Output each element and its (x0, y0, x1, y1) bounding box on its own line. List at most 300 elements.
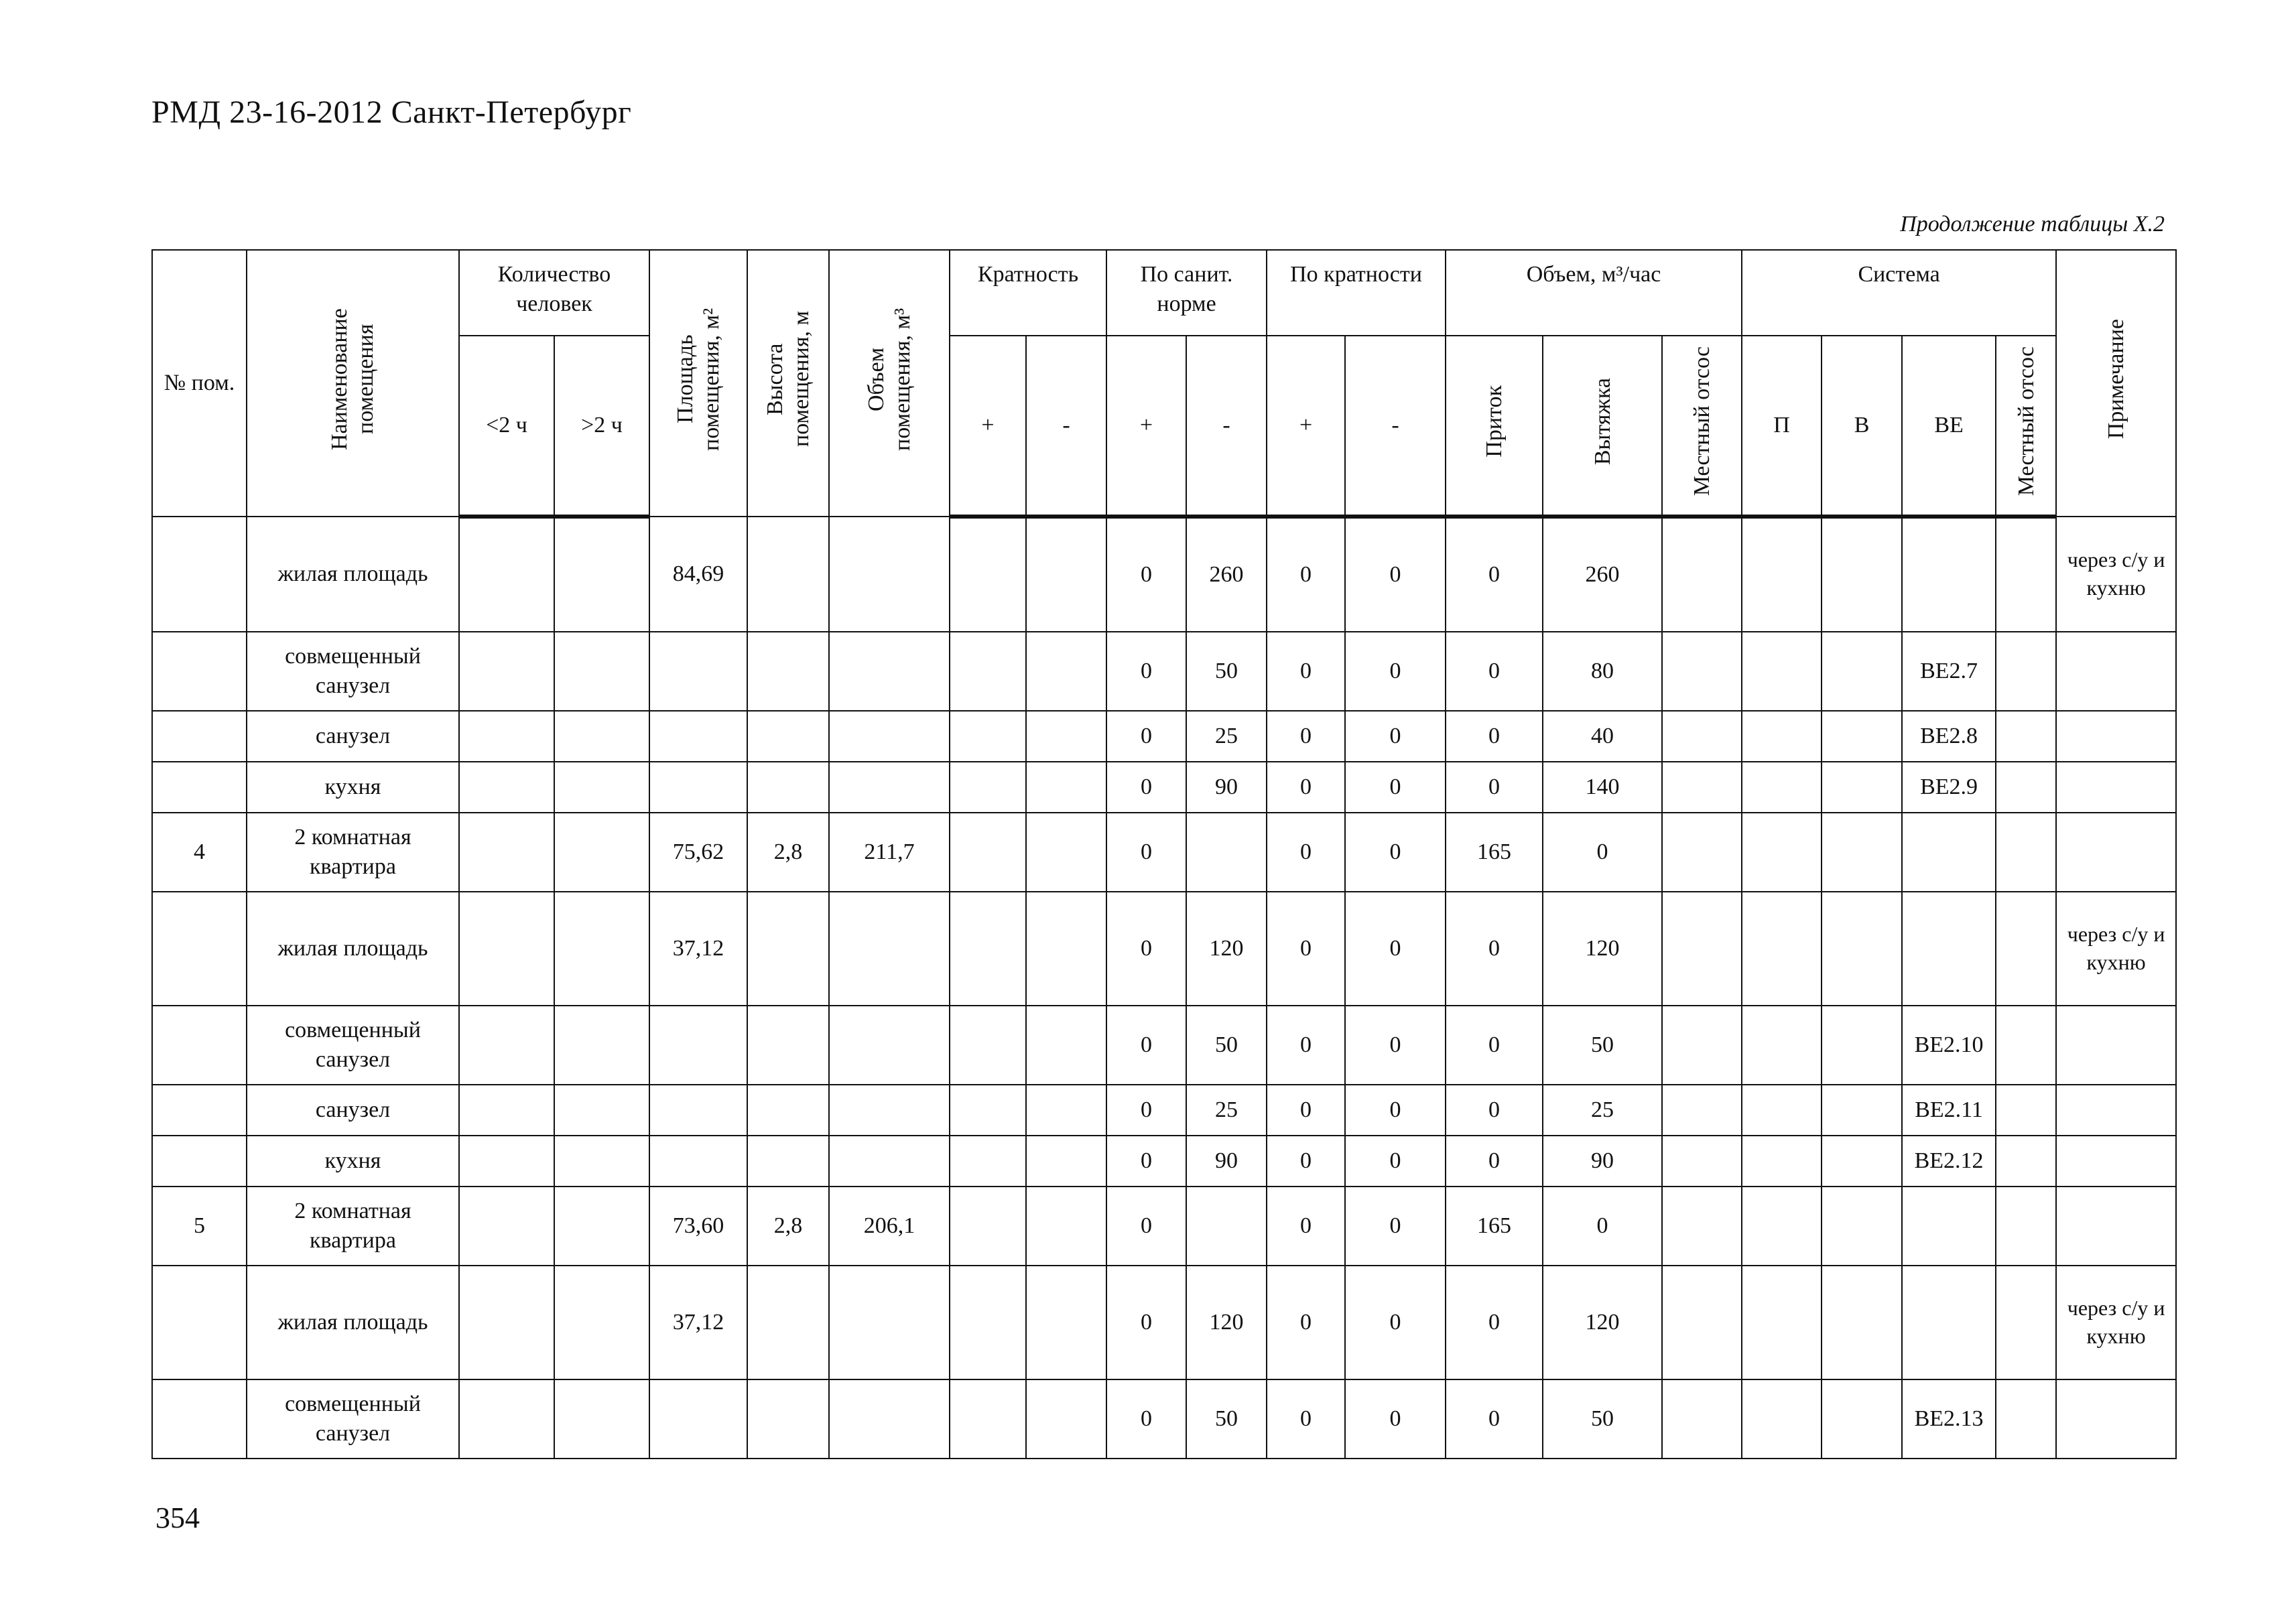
col-header-sys-p: П (1742, 336, 1822, 517)
cell-ratio-minus (1026, 1379, 1106, 1459)
cell-sys-p (1742, 813, 1822, 892)
cell-sys-ve (1902, 813, 1996, 892)
cell-flow-in: 0 (1446, 892, 1543, 1006)
cell-area (649, 711, 747, 762)
col-header-krat-minus: - (1345, 336, 1446, 517)
cell-krat-minus: 0 (1345, 762, 1446, 813)
cell-flow-local (1662, 1085, 1742, 1136)
cell-krat-minus: 0 (1345, 711, 1446, 762)
cell-num (152, 892, 247, 1006)
table-row (152, 1136, 2176, 1187)
cell-room-name: жилая площадь (247, 892, 459, 1006)
cell-people-gt2 (554, 1266, 649, 1379)
cell-ratio-plus (950, 1085, 1026, 1136)
cell-area (649, 1379, 747, 1459)
cell-san-minus: 260 (1186, 517, 1267, 632)
cell-sys-p (1742, 1085, 1822, 1136)
cell-volume (829, 762, 950, 813)
cell-people-gt2 (554, 711, 649, 762)
cell-height (747, 1006, 829, 1085)
cell-ratio-plus (950, 1136, 1026, 1187)
cell-note (2056, 1379, 2176, 1459)
cell-people-lt2 (459, 1006, 554, 1085)
table-row (152, 1085, 2176, 1136)
col-header-volume-label: Объем помещения, м³ (863, 308, 915, 451)
cell-note (2056, 1136, 2176, 1187)
cell-people-gt2 (554, 1136, 649, 1187)
cell-ratio-minus (1026, 892, 1106, 1006)
cell-height (747, 1379, 829, 1459)
cell-flow-in: 165 (1446, 813, 1543, 892)
cell-room-name: совмещенный санузел (247, 1379, 459, 1459)
cell-note (2056, 711, 2176, 762)
cell-people-lt2 (459, 813, 554, 892)
cell-krat-plus: 0 (1267, 711, 1345, 762)
cell-sys-v (1822, 517, 1902, 632)
cell-flow-out: 50 (1543, 1379, 1662, 1459)
cell-people-gt2 (554, 762, 649, 813)
cell-flow-in: 0 (1446, 1136, 1543, 1187)
cell-sys-local (1996, 1187, 2056, 1266)
cell-sys-p (1742, 711, 1822, 762)
cell-room-name: санузел (247, 1085, 459, 1136)
cell-krat-minus: 0 (1345, 892, 1446, 1006)
cell-note: через с/у и кухню (2056, 892, 2176, 1006)
cell-san-plus: 0 (1106, 1187, 1186, 1266)
col-header-height-label: Высота помещения, м (762, 311, 814, 448)
cell-san-plus: 0 (1106, 762, 1186, 813)
cell-num (152, 1085, 247, 1136)
cell-height (747, 632, 829, 711)
table-row (152, 1266, 2176, 1379)
cell-height (747, 517, 829, 632)
cell-flow-out: 50 (1543, 1006, 1662, 1085)
cell-room-name: 2 комнатная квартира (247, 1187, 459, 1266)
cell-krat-plus: 0 (1267, 762, 1345, 813)
cell-sys-ve: ВЕ2.12 (1902, 1136, 1996, 1187)
cell-sys-local (1996, 1006, 2056, 1085)
cell-flow-out: 260 (1543, 517, 1662, 632)
cell-area (649, 1136, 747, 1187)
cell-volume: 206,1 (829, 1187, 950, 1266)
cell-ratio-minus (1026, 1266, 1106, 1379)
cell-people-lt2 (459, 892, 554, 1006)
cell-san-minus: 25 (1186, 1085, 1267, 1136)
cell-flow-out: 0 (1543, 1187, 1662, 1266)
cell-sys-ve: ВЕ2.8 (1902, 711, 1996, 762)
cell-people-lt2 (459, 632, 554, 711)
cell-sys-ve (1902, 1266, 1996, 1379)
cell-krat-minus: 0 (1345, 632, 1446, 711)
col-header-name (247, 250, 459, 517)
cell-san-plus: 0 (1106, 517, 1186, 632)
cell-krat-minus: 0 (1345, 1379, 1446, 1459)
cell-san-minus: 90 (1186, 1136, 1267, 1187)
cell-sys-ve (1902, 1187, 1996, 1266)
cell-krat-plus: 0 (1267, 1379, 1345, 1459)
cell-flow-in: 0 (1446, 1006, 1543, 1085)
col-header-area (649, 250, 747, 517)
cell-sys-local (1996, 517, 2056, 632)
cell-san-minus: 120 (1186, 892, 1267, 1006)
cell-note (2056, 1187, 2176, 1266)
cell-num (152, 711, 247, 762)
cell-people-gt2 (554, 1085, 649, 1136)
cell-sys-v (1822, 632, 1902, 711)
cell-sys-local (1996, 1085, 2056, 1136)
table-row (152, 813, 2176, 892)
col-header-flow-local-label: Местный отсос (1689, 346, 1714, 496)
cell-sys-v (1822, 892, 1902, 1006)
col-header-sys-local-label: Местный отсос (2013, 346, 2039, 496)
cell-num (152, 1006, 247, 1085)
cell-san-minus: 50 (1186, 1379, 1267, 1459)
cell-flow-out: 40 (1543, 711, 1662, 762)
cell-san-minus: 120 (1186, 1266, 1267, 1379)
cell-num: 4 (152, 813, 247, 892)
cell-san-minus: 25 (1186, 711, 1267, 762)
cell-sys-local (1996, 1266, 2056, 1379)
col-header-sys-v: В (1822, 336, 1902, 517)
cell-note (2056, 762, 2176, 813)
cell-san-plus: 0 (1106, 1085, 1186, 1136)
cell-note (2056, 1085, 2176, 1136)
cell-area: 84,69 (649, 517, 747, 632)
cell-sys-p (1742, 892, 1822, 1006)
cell-sys-local (1996, 1379, 2056, 1459)
cell-people-gt2 (554, 892, 649, 1006)
cell-krat-plus: 0 (1267, 517, 1345, 632)
table-body (152, 517, 2176, 1459)
table-continuation-caption: Продолжение таблицы Х.2 (1900, 212, 2165, 236)
cell-area: 75,62 (649, 813, 747, 892)
col-header-ratio-plus: + (950, 336, 1026, 517)
cell-people-lt2 (459, 1085, 554, 1136)
cell-ratio-plus (950, 892, 1026, 1006)
cell-ratio-minus (1026, 1187, 1106, 1266)
col-header-num-label: № пом. (164, 370, 235, 395)
ventilation-table (151, 249, 2177, 1459)
cell-san-plus: 0 (1106, 632, 1186, 711)
cell-san-minus: 90 (1186, 762, 1267, 813)
cell-ratio-minus (1026, 711, 1106, 762)
cell-flow-local (1662, 1266, 1742, 1379)
cell-flow-out: 25 (1543, 1085, 1662, 1136)
cell-sys-local (1996, 1136, 2056, 1187)
cell-flow-in: 0 (1446, 1266, 1543, 1379)
cell-sys-ve: ВЕ2.10 (1902, 1006, 1996, 1085)
cell-krat-minus: 0 (1345, 1187, 1446, 1266)
cell-num (152, 517, 247, 632)
cell-sys-ve (1902, 892, 1996, 1006)
table-row (152, 517, 2176, 632)
cell-krat-minus: 0 (1345, 1266, 1446, 1379)
cell-flow-out: 90 (1543, 1136, 1662, 1187)
col-header-people-lt2: <2 ч (459, 336, 554, 517)
cell-note (2056, 632, 2176, 711)
cell-num (152, 762, 247, 813)
table-row (152, 1379, 2176, 1459)
cell-sys-v (1822, 813, 1902, 892)
cell-sys-ve: ВЕ2.9 (1902, 762, 1996, 813)
cell-san-plus: 0 (1106, 1006, 1186, 1085)
cell-flow-local (1662, 892, 1742, 1006)
cell-flow-out: 140 (1543, 762, 1662, 813)
cell-flow-in: 0 (1446, 1379, 1543, 1459)
cell-krat-plus: 0 (1267, 1266, 1345, 1379)
cell-flow-local (1662, 1187, 1742, 1266)
col-header-flow-local (1662, 336, 1742, 517)
cell-people-gt2 (554, 1006, 649, 1085)
cell-san-plus: 0 (1106, 1266, 1186, 1379)
cell-height (747, 1136, 829, 1187)
col-header-note (2056, 250, 2176, 517)
cell-num (152, 1136, 247, 1187)
cell-sys-v (1822, 762, 1902, 813)
cell-num (152, 632, 247, 711)
cell-room-name: жилая площадь (247, 517, 459, 632)
cell-people-lt2 (459, 762, 554, 813)
cell-sys-p (1742, 762, 1822, 813)
table-row (152, 632, 2176, 711)
cell-room-name: совмещенный санузел (247, 632, 459, 711)
cell-flow-local (1662, 1136, 1742, 1187)
cell-sys-v (1822, 711, 1902, 762)
table-row (152, 711, 2176, 762)
cell-flow-local (1662, 632, 1742, 711)
col-header-flow-out-label: Вытяжка (1590, 377, 1615, 465)
cell-krat-plus: 0 (1267, 1136, 1345, 1187)
cell-flow-in: 0 (1446, 1085, 1543, 1136)
page-number: 354 (155, 1501, 200, 1534)
col-header-sys-local (1996, 336, 2056, 517)
cell-krat-plus: 0 (1267, 813, 1345, 892)
cell-ratio-plus (950, 1266, 1026, 1379)
cell-height: 2,8 (747, 1187, 829, 1266)
cell-ratio-minus (1026, 762, 1106, 813)
cell-krat-minus: 0 (1345, 1136, 1446, 1187)
cell-krat-plus: 0 (1267, 1187, 1345, 1266)
table-row (152, 762, 2176, 813)
header-row-top (152, 250, 2176, 336)
cell-flow-in: 0 (1446, 632, 1543, 711)
col-header-flow: Объем, м³/час (1446, 250, 1742, 336)
cell-ratio-minus (1026, 813, 1106, 892)
cell-sys-v (1822, 1136, 1902, 1187)
col-header-san-plus: + (1106, 336, 1186, 517)
cell-san-minus: 50 (1186, 632, 1267, 711)
cell-flow-in: 0 (1446, 711, 1543, 762)
cell-area (649, 632, 747, 711)
cell-people-lt2 (459, 711, 554, 762)
col-header-san-minus: - (1186, 336, 1267, 517)
col-header-num (152, 250, 247, 517)
col-header-name-label: Наименование помещения (327, 308, 379, 450)
cell-flow-local (1662, 762, 1742, 813)
cell-flow-out: 0 (1543, 813, 1662, 892)
cell-volume (829, 1085, 950, 1136)
table-row (152, 1187, 2176, 1266)
col-header-ratio-minus: - (1026, 336, 1106, 517)
cell-people-lt2 (459, 1266, 554, 1379)
cell-san-minus (1186, 1187, 1267, 1266)
cell-ratio-plus (950, 517, 1026, 632)
cell-room-name: жилая площадь (247, 1266, 459, 1379)
cell-ratio-minus (1026, 1006, 1106, 1085)
cell-sys-v (1822, 1379, 1902, 1459)
cell-area (649, 1006, 747, 1085)
cell-people-lt2 (459, 1187, 554, 1266)
cell-room-name: санузел (247, 711, 459, 762)
cell-ratio-plus (950, 813, 1026, 892)
cell-volume (829, 1006, 950, 1085)
cell-sys-p (1742, 1006, 1822, 1085)
cell-sys-p (1742, 517, 1822, 632)
cell-area (649, 1085, 747, 1136)
col-header-krat: По кратности (1267, 250, 1446, 336)
cell-note (2056, 813, 2176, 892)
cell-sys-p (1742, 632, 1822, 711)
cell-san-plus: 0 (1106, 1136, 1186, 1187)
cell-area: 37,12 (649, 1266, 747, 1379)
cell-sys-ve: ВЕ2.13 (1902, 1379, 1996, 1459)
cell-flow-in: 0 (1446, 517, 1543, 632)
cell-volume (829, 632, 950, 711)
col-header-flow-out (1543, 336, 1662, 517)
col-header-ratio: Кратность (950, 250, 1106, 336)
col-header-people-gt2: >2 ч (554, 336, 649, 517)
cell-san-plus: 0 (1106, 1379, 1186, 1459)
cell-san-plus: 0 (1106, 711, 1186, 762)
cell-san-minus (1186, 813, 1267, 892)
cell-flow-local (1662, 1006, 1742, 1085)
cell-room-name: 2 комнатная квартира (247, 813, 459, 892)
cell-sys-ve: ВЕ2.7 (1902, 632, 1996, 711)
col-header-sys-ve: ВЕ (1902, 336, 1996, 517)
cell-people-gt2 (554, 1379, 649, 1459)
cell-note (2056, 1006, 2176, 1085)
cell-ratio-plus (950, 632, 1026, 711)
cell-people-lt2 (459, 517, 554, 632)
cell-volume: 211,7 (829, 813, 950, 892)
cell-num (152, 1379, 247, 1459)
cell-people-gt2 (554, 517, 649, 632)
cell-sys-v (1822, 1006, 1902, 1085)
cell-sys-p (1742, 1187, 1822, 1266)
cell-volume (829, 1379, 950, 1459)
cell-note: через с/у и кухню (2056, 1266, 2176, 1379)
cell-sys-ve (1902, 517, 1996, 632)
cell-ratio-minus (1026, 1136, 1106, 1187)
col-header-krat-plus: + (1267, 336, 1345, 517)
cell-num (152, 1266, 247, 1379)
cell-krat-plus: 0 (1267, 892, 1345, 1006)
cell-ratio-plus (950, 1006, 1026, 1085)
cell-height (747, 1085, 829, 1136)
col-header-volume (829, 250, 950, 517)
cell-height (747, 762, 829, 813)
cell-flow-out: 80 (1543, 632, 1662, 711)
cell-sys-v (1822, 1266, 1902, 1379)
cell-ratio-plus (950, 1187, 1026, 1266)
cell-sys-v (1822, 1085, 1902, 1136)
cell-height: 2,8 (747, 813, 829, 892)
cell-flow-in: 165 (1446, 1187, 1543, 1266)
cell-ratio-minus (1026, 1085, 1106, 1136)
cell-room-name: совмещенный санузел (247, 1006, 459, 1085)
cell-sys-p (1742, 1136, 1822, 1187)
cell-area: 73,60 (649, 1187, 747, 1266)
cell-room-name: кухня (247, 1136, 459, 1187)
cell-sys-local (1996, 711, 2056, 762)
cell-sys-local (1996, 813, 2056, 892)
col-header-flow-in (1446, 336, 1543, 517)
cell-sys-v (1822, 1187, 1902, 1266)
cell-note: через с/у и кухню (2056, 517, 2176, 632)
cell-flow-local (1662, 813, 1742, 892)
col-header-people: Количество человек (459, 250, 649, 336)
table-row (152, 892, 2176, 1006)
cell-ratio-plus (950, 762, 1026, 813)
cell-san-plus: 0 (1106, 892, 1186, 1006)
cell-height (747, 892, 829, 1006)
cell-sys-ve: ВЕ2.11 (1902, 1085, 1996, 1136)
cell-sys-p (1742, 1266, 1822, 1379)
cell-flow-local (1662, 1379, 1742, 1459)
cell-people-gt2 (554, 632, 649, 711)
cell-flow-local (1662, 711, 1742, 762)
table-row (152, 1006, 2176, 1085)
cell-krat-minus: 0 (1345, 813, 1446, 892)
cell-people-lt2 (459, 1136, 554, 1187)
cell-san-plus: 0 (1106, 813, 1186, 892)
cell-area (649, 762, 747, 813)
cell-flow-out: 120 (1543, 1266, 1662, 1379)
cell-krat-plus: 0 (1267, 1006, 1345, 1085)
col-header-san: По санит. норме (1106, 250, 1267, 336)
cell-sys-local (1996, 892, 2056, 1006)
cell-flow-local (1662, 517, 1742, 632)
cell-people-gt2 (554, 1187, 649, 1266)
cell-volume (829, 1136, 950, 1187)
cell-people-lt2 (459, 1379, 554, 1459)
cell-ratio-minus (1026, 632, 1106, 711)
cell-krat-minus: 0 (1345, 1085, 1446, 1136)
cell-krat-plus: 0 (1267, 1085, 1345, 1136)
cell-num: 5 (152, 1187, 247, 1266)
col-header-area-label: Площадь помещения, м² (672, 308, 724, 451)
cell-volume (829, 517, 950, 632)
col-header-flow-in-label: Приток (1482, 385, 1507, 458)
cell-ratio-plus (950, 711, 1026, 762)
cell-volume (829, 892, 950, 1006)
cell-sys-local (1996, 762, 2056, 813)
cell-volume (829, 1266, 950, 1379)
document-title: РМД 23-16-2012 Санкт-Петербург (151, 94, 632, 130)
cell-san-minus: 50 (1186, 1006, 1267, 1085)
cell-krat-minus: 0 (1345, 1006, 1446, 1085)
cell-height (747, 711, 829, 762)
cell-ratio-minus (1026, 517, 1106, 632)
cell-people-gt2 (554, 813, 649, 892)
cell-height (747, 1266, 829, 1379)
cell-krat-minus: 0 (1345, 517, 1446, 632)
cell-area: 37,12 (649, 892, 747, 1006)
cell-sys-p (1742, 1379, 1822, 1459)
cell-room-name: кухня (247, 762, 459, 813)
cell-volume (829, 711, 950, 762)
cell-flow-out: 120 (1543, 892, 1662, 1006)
